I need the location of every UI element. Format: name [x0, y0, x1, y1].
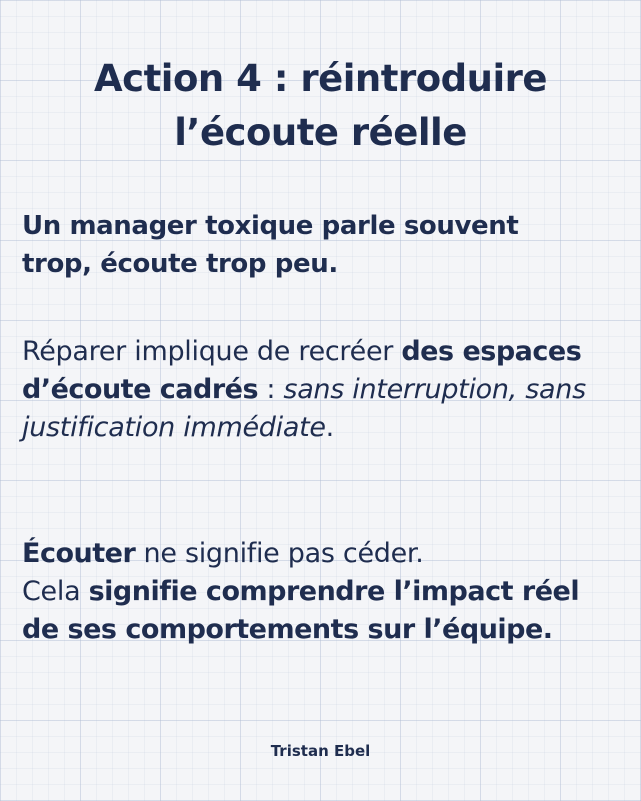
paragraph-listen-text-2: Cela [22, 576, 89, 607]
paragraph-repair-text: Réparer implique de recréer [22, 336, 402, 367]
lead-line-2: trop, écoute trop peu. [22, 249, 338, 279]
paragraph-listen [22, 535, 622, 649]
paragraph-listen-bold-1: Écouter [22, 538, 136, 569]
title-line-1: Action 4 : réintroduire [94, 57, 547, 100]
author-name: Tristan Ebel [270, 742, 371, 760]
paragraph-repair-period: . [325, 412, 334, 443]
paragraph-repair-italic: sans interruption, sans justification immédiate [22, 374, 586, 443]
paragraph-repair-colon: : [258, 374, 284, 405]
lead-line-1: Un manager toxique parle souvent [22, 211, 519, 241]
paragraph-listen-bold-2: signifie comprendre l’impact réel de ses comportements sur l’équipe. [22, 576, 580, 645]
paragraph-listen-text-1: ne signifie pas céder. [135, 538, 424, 569]
lead-statement [22, 207, 622, 283]
page-title [0, 52, 641, 160]
paragraph-repair-bold: des espaces d’écoute cadrés [22, 336, 582, 405]
title-line-2: l’écoute réelle [174, 111, 467, 154]
paragraph-repair [22, 333, 622, 447]
